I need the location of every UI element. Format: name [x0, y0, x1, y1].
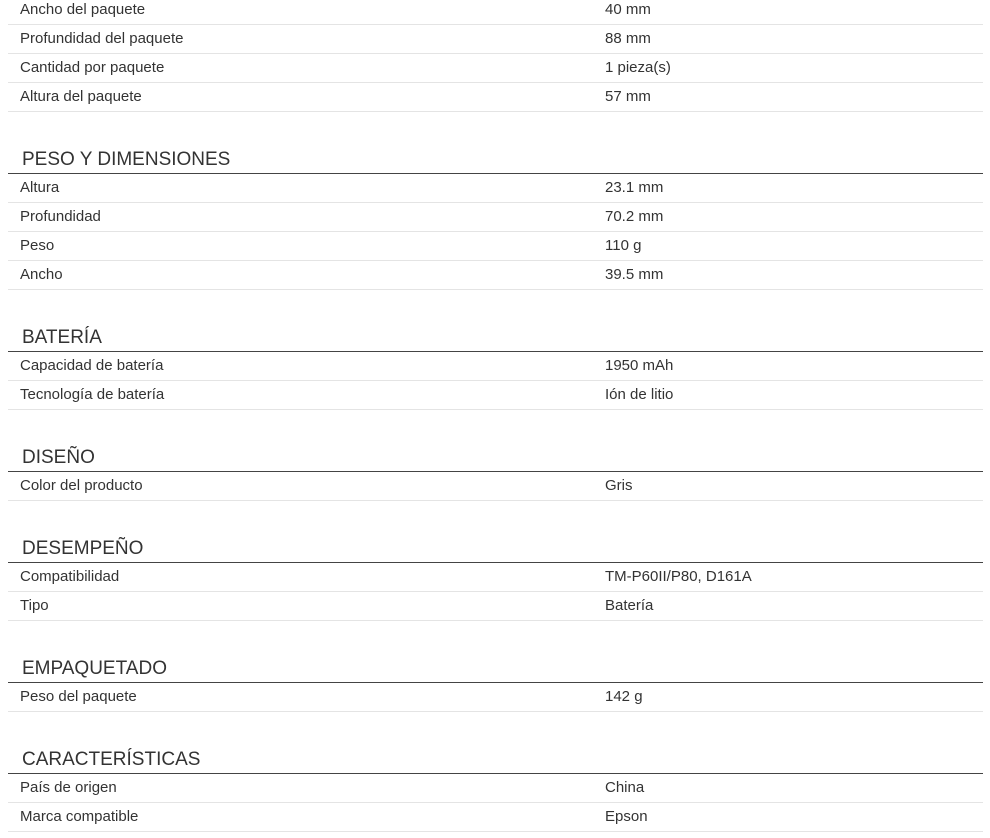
spec-label: Altura: [20, 179, 60, 196]
spec-value: 1 pieza(s): [605, 59, 671, 76]
spec-section-empaquetado: [8, 655, 983, 712]
spec-label: Tipo: [20, 597, 49, 614]
spec-row: [8, 563, 983, 592]
spec-label: Altura del paquete: [20, 88, 142, 105]
spec-row: [8, 54, 983, 83]
spec-row: [8, 203, 983, 232]
spec-row: [8, 472, 983, 501]
spec-table: [8, 0, 983, 832]
spec-row: [8, 592, 983, 621]
spec-value: China: [605, 779, 645, 796]
spec-row: [8, 0, 983, 25]
spec-label: Cantidad por paquete: [20, 59, 165, 76]
spec-row: [8, 25, 983, 54]
spec-value: 142 g: [605, 688, 643, 705]
spec-label: Profundidad: [20, 208, 101, 225]
spec-value: 110 g: [605, 237, 642, 254]
spec-label: Compatibilidad: [20, 568, 120, 585]
section-heading: EMPAQUETADO: [8, 655, 983, 683]
spec-section-bateria: [8, 324, 983, 410]
spec-row: [8, 232, 983, 261]
spec-label: Peso: [20, 237, 55, 254]
spec-label: Capacidad de batería: [20, 357, 164, 374]
spec-row: [8, 261, 983, 290]
spec-value: 57 mm: [605, 88, 651, 105]
spec-value: TM-P60II/P80, D161A: [605, 568, 752, 585]
section-heading: DISEÑO: [8, 444, 983, 472]
spec-label: Ancho del paquete: [20, 1, 146, 18]
spec-value: Gris: [605, 477, 633, 494]
spec-value: Batería: [605, 597, 654, 614]
spec-value: 23.1 mm: [605, 179, 664, 196]
spec-row: [8, 381, 983, 410]
spec-value: 88 mm: [605, 30, 651, 47]
spec-row: [8, 774, 983, 803]
spec-label: Marca compatible: [20, 808, 139, 825]
spec-label: Peso del paquete: [20, 688, 137, 705]
spec-label: Color del producto: [20, 477, 143, 494]
spec-value: 39.5 mm: [605, 266, 664, 283]
section-heading: DESEMPEÑO: [8, 535, 983, 563]
spec-value: Ión de litio: [605, 386, 674, 403]
section-heading: CARACTERÍSTICAS: [8, 746, 983, 774]
section-heading: PESO Y DIMENSIONES: [8, 146, 983, 174]
spec-label: Tecnología de batería: [20, 386, 165, 403]
spec-label: País de origen: [20, 779, 117, 796]
spec-row: [8, 683, 983, 712]
spec-label: Profundidad del paquete: [20, 30, 184, 47]
spec-row: [8, 174, 983, 203]
spec-row: [8, 352, 983, 381]
spec-label: Ancho: [20, 266, 63, 283]
spec-section-diseno: [8, 444, 983, 501]
spec-section-package-top: [8, 0, 983, 112]
spec-section-desempeno: [8, 535, 983, 621]
spec-row: [8, 83, 983, 112]
spec-value: 40 mm: [605, 1, 651, 18]
spec-value: 70.2 mm: [605, 208, 664, 225]
spec-section-peso-dimensiones: [8, 146, 983, 290]
spec-row: [8, 803, 983, 832]
section-heading: BATERÍA: [8, 324, 983, 352]
spec-value: Epson: [605, 808, 648, 825]
spec-value: 1950 mAh: [605, 357, 674, 374]
spec-section-caracteristicas: [8, 746, 983, 832]
